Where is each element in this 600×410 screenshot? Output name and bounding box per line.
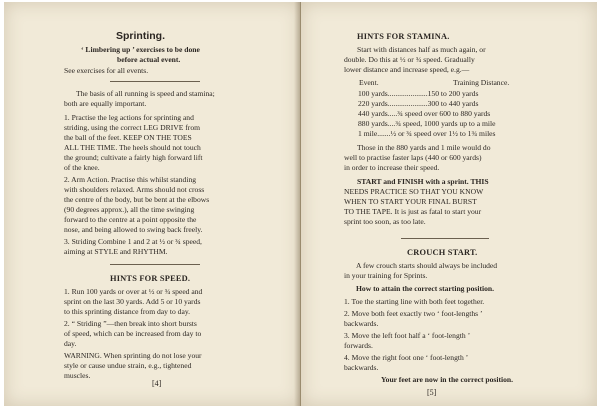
body-text: See exercises for all events. [64,66,149,75]
body-text: striding, using the correct LEG DRIVE from [64,123,201,132]
left-page [4,2,301,406]
page-number: [4] [152,379,162,388]
body-text: sprint on the last 30 yards. Add 5 or 10 yards [64,297,201,306]
body-text: of speed, which can be increased from day to [64,329,202,338]
page-title: Sprinting. [116,30,165,42]
right-page [301,2,597,406]
booklet-spread [4,2,598,408]
body-text: (90 degrees approx.), all the time swinging [64,205,195,214]
body-text: 2. “ Striding ”—then break into short bursts [64,319,197,328]
divider [110,264,200,265]
body-text: well to practise faster laps (440 or 600 yards) [344,153,482,162]
body-text: aiming at STYLE and RHYTHM. [64,247,168,256]
body-text: Those in the 880 yards and 1 mile would do [357,143,491,152]
body-text: in order to increase their speed. [344,163,440,172]
body-text: TO THE TAPE. It is just as fatal to start your [344,207,482,216]
body-text: A few crouch starts should always be included [356,261,498,270]
subtitle-line: ‘ Limbering up ’ exercises to be done [81,45,200,54]
table-header-event: Event. [359,78,379,87]
closing-line: Your feet are now in the correct position. [381,375,514,384]
table-row: 100 yards.....................150 to 200 yards [358,89,479,98]
step-text: backwards. [344,363,379,372]
page-number: [5] [427,388,437,397]
body-text: the ground; cultivate a fairly high forward lift [64,153,203,162]
section-heading: CROUCH START. [407,248,478,257]
body-text: ALL THE TIME. The heels should not touch [64,143,201,152]
step-text: 3. Move the left foot half a ‘ foot-length ’ [344,331,471,340]
section-heading: HINTS FOR SPEED. [110,274,191,283]
table-row: 440 yards.....¾ speed over 600 to 880 yards [358,109,491,118]
body-text: double. Do this at ½ or ¾ speed. Gradually [344,55,475,64]
body-text: to this sprinting distance from day to day. [64,307,191,316]
table-row: 1 mile.......½ or ¾ speed over 1½ to 1¾ miles [358,129,496,138]
emphasis-text: START and FINISH with a sprint. THIS [357,177,489,186]
body-text: nose, and being allowed to swing back freely. [64,225,203,234]
body-text: the centre of the body, but be bent at the elbows [64,195,210,204]
body-text: with shoulders relaxed. Arms should not cross [64,185,205,194]
body-text: The basis of all running is speed and stamina; [76,89,215,98]
body-text: Start with distances half as much again, or [357,45,486,54]
body-text: in your training for Sprints. [344,271,428,280]
body-text: the ball of the feet. KEEP ON THE TOES [64,133,192,142]
section-heading: HINTS FOR STAMINA. [357,32,450,41]
subheading: How to attain the correct starting position. [356,284,495,293]
step-text: 2. Move both feet exactly two ‘ foot-lengths ’ [344,309,483,318]
table-row: 880 yards....¾ speed, 1000 yards up to a mile [358,119,496,128]
emphasis-text: NEEDS PRACTICE SO THAT YOU KNOW [344,187,484,196]
body-text: 3. Striding Combine 1 and 2 at ½ or ¾ speed, [64,237,202,246]
emphasis-text: WHEN TO START YOUR FINAL BURST [344,197,477,206]
body-text: lower distance and increase speed, e.g.— [344,65,470,74]
step-text: forwards. [344,341,373,350]
body-text: sprint too soon, as too late. [344,217,426,226]
warning-text: muscles. [64,371,91,380]
body-text: day. [64,339,77,348]
subtitle-line: before actual event. [117,55,181,64]
step-text: 1. Toe the starting line with both feet together. [344,297,485,306]
body-text: forward to the centre at a point opposite the [64,215,197,224]
body-text: both are equally important. [64,99,147,108]
table-row: 220 yards.....................300 to 440 yards [358,99,479,108]
divider [401,238,489,239]
body-text: 1. Practise the leg actions for sprinting and [64,113,194,122]
body-text: 2. Arm Action. Practise this whilst standing [64,175,197,184]
warning-text: style or cause undue strain, e.g., tightened [64,361,192,370]
body-text: of the knee. [64,163,100,172]
table-header-distance: Training Distance. [453,78,510,87]
step-text: backwards. [344,319,379,328]
body-text: 1. Run 100 yards or over at ½ or ¾ speed and [64,287,203,296]
divider [110,81,200,82]
step-text: 4. Move the right foot one ‘ foot-length ’ [344,353,469,362]
warning-text: WARNING. When sprinting do not lose your [64,351,202,360]
